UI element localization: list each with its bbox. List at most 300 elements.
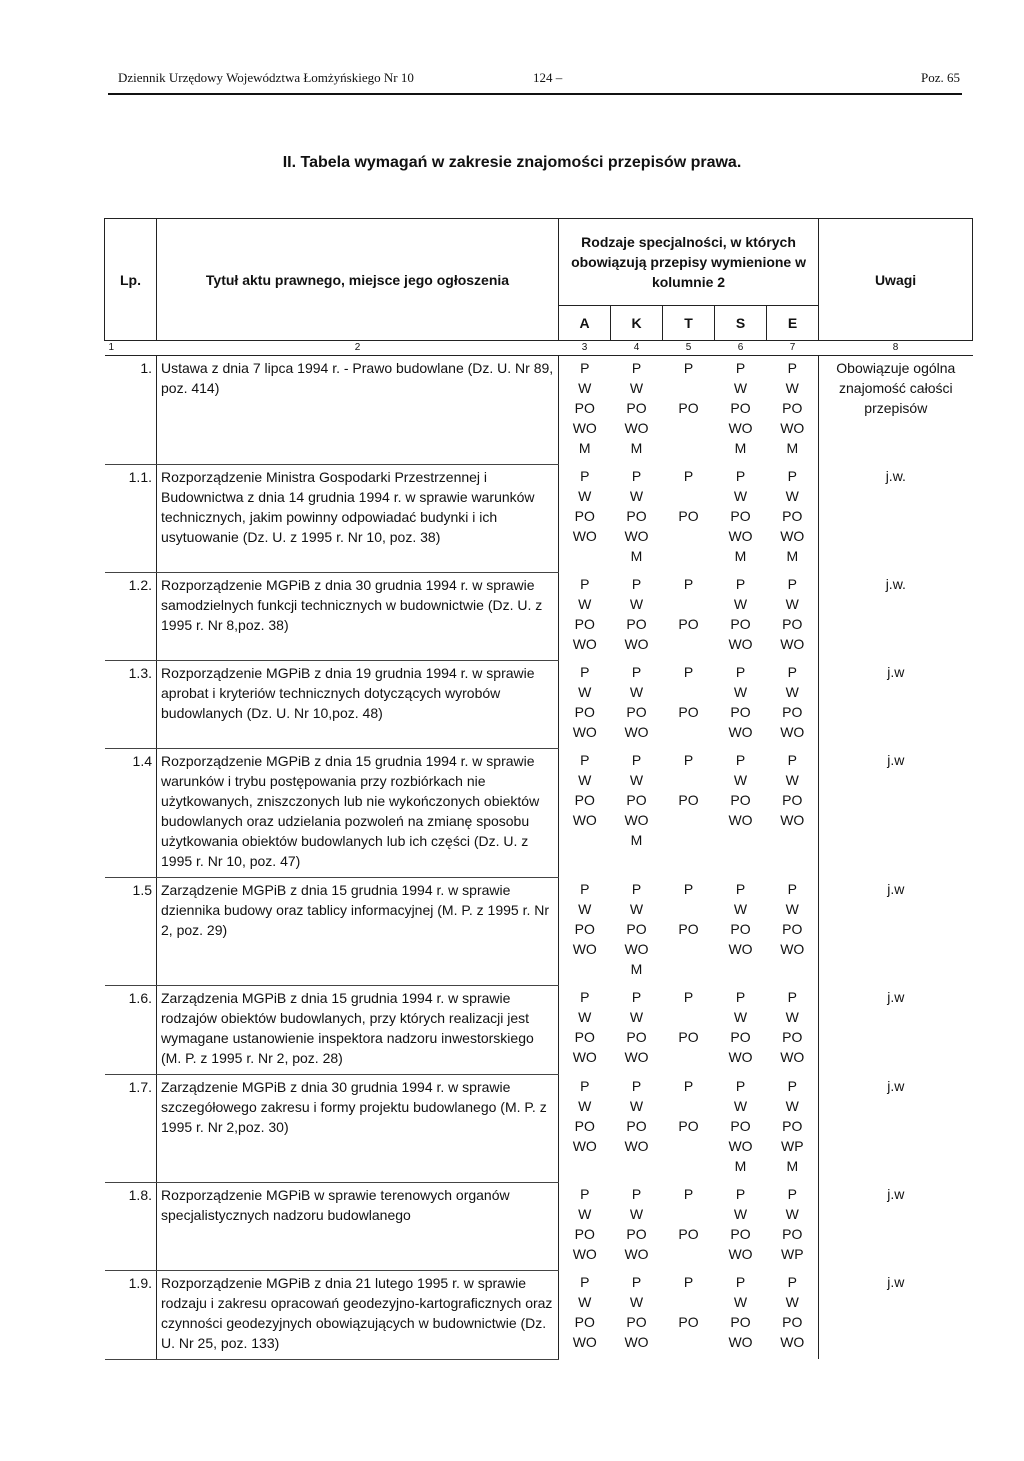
code-mark: PO — [782, 704, 803, 720]
code-mark: WO — [572, 812, 597, 828]
header-title: Tytuł aktu prawnego, miejsce jego ogłoszenia — [157, 219, 559, 341]
code-mark: PO — [678, 1314, 699, 1330]
specialty-codes — [767, 877, 819, 985]
code-mark: W — [629, 901, 644, 917]
specialty-codes — [663, 985, 715, 1074]
code-mark — [667, 810, 711, 830]
code-mark: WO — [572, 1138, 597, 1154]
code-mark: WO — [780, 1049, 805, 1065]
code-mark — [667, 546, 711, 566]
code-mark: P — [735, 468, 746, 484]
specialty-codes — [767, 572, 819, 660]
code-mark: M — [734, 548, 747, 564]
code-mark: PO — [574, 1029, 595, 1045]
specialty-codes — [767, 1270, 819, 1359]
code-mark: W — [578, 1206, 592, 1222]
code-mark: WO — [624, 1246, 649, 1262]
code-mark: PO — [730, 400, 751, 416]
specialty-codes — [663, 660, 715, 748]
code-mark: P — [631, 468, 642, 484]
code-mark — [667, 1156, 711, 1176]
specialty-codes — [767, 356, 819, 465]
code-mark: P — [683, 468, 694, 484]
code-mark: PO — [626, 921, 647, 937]
code-mark: P — [683, 360, 694, 376]
code-mark: WO — [780, 420, 805, 436]
code-mark: PO — [626, 704, 647, 720]
code-mark: PO — [730, 921, 751, 937]
code-mark: P — [631, 1274, 642, 1290]
specialty-codes — [559, 356, 611, 465]
code-mark: M — [734, 440, 747, 456]
code-mark: PO — [626, 1314, 647, 1330]
row-title: Zarządzenia MGPiB z dnia 15 grudnia 1994 r. w sprawie rodzajów obiektów budowlanych, przy których realizacji jest wymagane ustanowienie inspektora nadzoru inwestorskiego (M. P. z 1995 r. Nr 2, poz. 28) — [157, 985, 559, 1074]
code-mark: P — [735, 576, 746, 592]
code-mark: W — [578, 1009, 592, 1025]
code-mark — [667, 526, 711, 546]
specialty-codes — [559, 1074, 611, 1182]
code-mark: PO — [782, 508, 803, 524]
code-mark: WO — [572, 1049, 597, 1065]
code-mark: P — [787, 989, 797, 1005]
code-mark: P — [580, 989, 590, 1005]
code-mark: W — [785, 772, 799, 788]
code-mark: PO — [574, 1314, 595, 1330]
code-mark: P — [683, 1186, 694, 1202]
specialty-codes — [559, 1270, 611, 1359]
code-mark: PO — [782, 1118, 803, 1134]
row-lp: 1.5 — [105, 877, 157, 985]
row-lp: 1.1. — [105, 464, 157, 572]
code-mark: PO — [782, 792, 803, 808]
specialty-codes — [611, 572, 663, 660]
code-mark: WO — [728, 420, 753, 436]
code-mark — [667, 418, 711, 438]
code-mark: WO — [728, 941, 753, 957]
code-mark: P — [683, 989, 694, 1005]
code-mark: W — [629, 596, 644, 612]
code-mark: W — [785, 1294, 799, 1310]
code-mark: P — [580, 1186, 590, 1202]
code-mark: P — [683, 1274, 694, 1290]
code-mark: W — [629, 772, 644, 788]
code-mark: P — [631, 989, 642, 1005]
specialty-codes — [715, 985, 767, 1074]
code-mark — [615, 1156, 659, 1176]
specialty-codes — [663, 1074, 715, 1182]
code-mark — [667, 1007, 711, 1027]
code-mark: P — [787, 881, 797, 897]
code-mark: P — [683, 752, 694, 768]
code-mark: P — [787, 468, 797, 484]
specialty-codes — [767, 464, 819, 572]
code-mark: PO — [678, 616, 699, 632]
code-mark: P — [787, 1186, 797, 1202]
code-mark — [667, 830, 711, 850]
code-mark: WO — [572, 724, 597, 740]
row-title: Rozporządzenie MGPiB z dnia 15 grudnia 1994 r. w sprawie warunków i trybu postępowania przy rozbiórkach nie użytkowanych, zniszczonych lub nie wykończonych obiektów budowlanych oraz udzielania pozwoleń na zmianę sposobu użytkowania obiektów budowlanych lub ich części (Dz. U. z 1995 r. Nr 10, poz. 47) — [157, 748, 559, 877]
specialty-codes — [663, 572, 715, 660]
code-mark — [667, 899, 711, 919]
specialty-codes — [715, 572, 767, 660]
code-mark: PO — [678, 1118, 699, 1134]
code-mark: P — [735, 989, 746, 1005]
code-mark: P — [631, 1186, 642, 1202]
specialty-codes — [559, 748, 611, 877]
specialty-codes — [663, 748, 715, 877]
code-mark: WO — [624, 420, 649, 436]
code-mark — [771, 830, 815, 850]
header-col-a: A — [559, 306, 611, 341]
table-row — [105, 985, 973, 1074]
code-mark — [667, 1096, 711, 1116]
code-mark: W — [578, 380, 592, 396]
code-mark — [667, 1292, 711, 1312]
code-mark — [667, 438, 711, 458]
code-mark: P — [580, 1274, 590, 1290]
row-title: Zarządzenie MGPiB z dnia 15 grudnia 1994 r. w sprawie dziennika budowy oraz tablicy informacyjnej (M. P. z 1995 r. Nr 2, poz. 29) — [157, 877, 559, 985]
code-mark: PO — [730, 1314, 751, 1330]
code-mark: WO — [728, 1138, 753, 1154]
code-mark — [667, 1332, 711, 1352]
code-mark: P — [580, 576, 590, 592]
specialty-codes — [559, 572, 611, 660]
row-title: Rozporządzenie Ministra Gospodarki Przestrzennej i Budownictwa z dnia 14 grudnia 1994 r. w sprawie warunków technicznych, jakim powinny odpowiadać budynki i ich usytuowanie (Dz. U. z 1995 r. Nr 10, poz. 38) — [157, 464, 559, 572]
code-mark: W — [785, 1098, 799, 1114]
specialty-codes — [611, 464, 663, 572]
code-mark: W — [733, 772, 748, 788]
code-mark: W — [733, 1206, 748, 1222]
code-mark: P — [580, 360, 590, 376]
code-mark: W — [629, 1009, 644, 1025]
row-lp: 1. — [105, 356, 157, 465]
code-mark: PO — [574, 1226, 595, 1242]
code-mark — [667, 959, 711, 979]
code-mark — [771, 959, 815, 979]
row-remarks: j.w — [819, 660, 973, 748]
column-numbers-row — [105, 341, 973, 356]
requirements-table — [104, 218, 973, 1360]
code-mark: PO — [678, 704, 699, 720]
code-mark: W — [785, 596, 799, 612]
code-mark: W — [629, 380, 644, 396]
code-mark: PO — [678, 400, 699, 416]
code-mark: PO — [782, 400, 803, 416]
specialty-codes — [611, 748, 663, 877]
code-mark: PO — [574, 704, 595, 720]
page-title: II. Tabela wymagań w zakresie znajomości przepisów prawa. — [282, 154, 742, 171]
row-lp: 1.2. — [105, 572, 157, 660]
code-mark: PO — [626, 1118, 647, 1134]
header-col-s: S — [715, 306, 767, 341]
table-row — [105, 464, 973, 572]
row-title: Rozporządzenie MGPiB w sprawie terenowych organów specjalistycznych nadzoru budowlanego — [157, 1182, 559, 1270]
code-mark: W — [733, 380, 748, 396]
code-mark: WO — [624, 636, 649, 652]
code-mark: P — [631, 881, 642, 897]
code-mark: WO — [572, 420, 597, 436]
code-mark: WO — [624, 1334, 649, 1350]
specialty-codes — [715, 660, 767, 748]
specialty-codes — [715, 1270, 767, 1359]
row-lp: 1.7. — [105, 1074, 157, 1182]
code-mark: P — [580, 468, 590, 484]
specialty-codes — [611, 1074, 663, 1182]
code-mark: P — [787, 1078, 797, 1094]
specialty-codes — [767, 660, 819, 748]
row-remarks: Obowiązuje ogólna znajomość całości przepisów — [819, 356, 973, 465]
code-mark — [667, 682, 711, 702]
code-mark: W — [785, 901, 799, 917]
code-mark: PO — [678, 1226, 699, 1242]
code-mark: W — [629, 684, 644, 700]
specialty-codes — [715, 1074, 767, 1182]
row-lp: 1.3. — [105, 660, 157, 748]
code-mark: WO — [780, 941, 805, 957]
code-mark: WO — [728, 724, 753, 740]
specialty-codes — [715, 748, 767, 877]
row-title: Rozporządzenie MGPiB z dnia 19 grudnia 1994 r. w sprawie aprobat i kryteriów technicznych dotyczących wyrobów budowlanych (Dz. U. Nr 10,poz. 48) — [157, 660, 559, 748]
header-col-t: T — [663, 306, 715, 341]
code-mark: P — [631, 664, 642, 680]
code-mark: W — [578, 1098, 592, 1114]
col-number: 7 — [767, 341, 819, 356]
code-mark: P — [631, 360, 642, 376]
code-mark: WO — [624, 812, 649, 828]
code-mark — [667, 1047, 711, 1067]
code-mark: PO — [730, 1226, 751, 1242]
code-mark: PO — [574, 400, 595, 416]
code-mark: W — [629, 1098, 644, 1114]
code-mark: M — [630, 832, 643, 848]
code-mark: WO — [780, 812, 805, 828]
code-mark — [667, 594, 711, 614]
specialty-codes — [559, 464, 611, 572]
code-mark — [563, 1156, 607, 1176]
code-mark — [667, 770, 711, 790]
code-mark: WO — [780, 724, 805, 740]
row-lp: 1.4 — [105, 748, 157, 877]
table-row — [105, 572, 973, 660]
code-mark: M — [734, 1158, 747, 1174]
col-number: 1 — [105, 341, 157, 356]
code-mark: W — [733, 901, 748, 917]
row-title: Rozporządzenie MGPiB z dnia 30 grudnia 1994 r. w sprawie samodzielnych funkcji technicznych w budownictwie (Dz. U. z 1995 r. Nr 8,poz. 38) — [157, 572, 559, 660]
code-mark: PO — [782, 1314, 803, 1330]
specialty-codes — [559, 1182, 611, 1270]
code-mark: PO — [730, 508, 751, 524]
specialty-codes — [611, 1270, 663, 1359]
code-mark: PO — [574, 616, 595, 632]
col-number: 4 — [611, 341, 663, 356]
code-mark: WO — [624, 528, 649, 544]
code-mark: W — [733, 488, 748, 504]
code-mark: WO — [624, 1049, 649, 1065]
specialty-codes — [611, 660, 663, 748]
row-title: Ustawa z dnia 7 lipca 1994 r. - Prawo budowlane (Dz. U. Nr 89, poz. 414) — [157, 356, 559, 465]
code-mark: P — [683, 576, 694, 592]
code-mark: P — [735, 881, 746, 897]
header-uwagi: Uwagi — [819, 219, 973, 341]
row-lp: 1.9. — [105, 1270, 157, 1359]
code-mark: W — [578, 772, 592, 788]
specialty-codes — [559, 660, 611, 748]
code-mark: WO — [728, 1049, 753, 1065]
code-mark: P — [631, 752, 642, 768]
table-row — [105, 748, 973, 877]
code-mark: M — [630, 440, 643, 456]
code-mark: W — [629, 1294, 644, 1310]
code-mark: PO — [782, 921, 803, 937]
row-remarks: j.w. — [819, 464, 973, 572]
code-mark — [667, 634, 711, 654]
code-mark: P — [787, 752, 797, 768]
code-mark — [667, 1204, 711, 1224]
col-number: 5 — [663, 341, 715, 356]
specialty-codes — [767, 1074, 819, 1182]
code-mark: P — [631, 1078, 642, 1094]
table-row — [105, 1270, 973, 1359]
code-mark: W — [629, 1206, 644, 1222]
table-row — [105, 660, 973, 748]
code-mark: PO — [626, 616, 647, 632]
code-mark: P — [683, 664, 694, 680]
code-mark: W — [733, 1294, 748, 1310]
code-mark: WO — [728, 528, 753, 544]
code-mark: W — [785, 1206, 799, 1222]
code-mark: WO — [780, 1334, 805, 1350]
code-mark: PO — [574, 508, 595, 524]
table-row — [105, 877, 973, 985]
code-mark: PO — [782, 1226, 803, 1242]
specialty-codes — [767, 985, 819, 1074]
code-mark: W — [578, 901, 592, 917]
row-remarks: j.w — [819, 748, 973, 877]
code-mark: PO — [626, 1226, 647, 1242]
code-mark: P — [787, 1274, 797, 1290]
code-mark: P — [735, 360, 746, 376]
code-mark: PO — [574, 921, 595, 937]
page-header — [118, 70, 960, 92]
code-mark: W — [733, 1098, 748, 1114]
code-mark: W — [785, 684, 799, 700]
code-mark — [667, 486, 711, 506]
code-mark: P — [580, 1078, 590, 1094]
code-mark: WO — [624, 724, 649, 740]
code-mark: W — [578, 684, 592, 700]
code-mark: M — [786, 1158, 799, 1174]
specialty-codes — [559, 985, 611, 1074]
code-mark: W — [785, 380, 799, 396]
code-mark: P — [580, 881, 590, 897]
row-lp: 1.6. — [105, 985, 157, 1074]
code-mark: PO — [730, 792, 751, 808]
code-mark — [667, 1244, 711, 1264]
code-mark: W — [578, 596, 592, 612]
specialty-codes — [611, 356, 663, 465]
position-number: Poz. 65 — [921, 70, 960, 85]
specialty-codes — [559, 877, 611, 985]
header-col-k: K — [611, 306, 663, 341]
table-row — [105, 356, 973, 465]
code-mark: PO — [678, 1029, 699, 1045]
code-mark: W — [785, 488, 799, 504]
code-mark: WO — [780, 528, 805, 544]
specialty-codes — [611, 1182, 663, 1270]
code-mark: PO — [626, 508, 647, 524]
col-number: 6 — [715, 341, 767, 356]
specialty-codes — [611, 985, 663, 1074]
code-mark: P — [787, 576, 797, 592]
code-mark: PO — [730, 1029, 751, 1045]
code-mark: W — [733, 1009, 748, 1025]
col-number: 2 — [157, 341, 559, 356]
code-mark: M — [630, 961, 643, 977]
code-mark: M — [786, 440, 799, 456]
code-mark: W — [578, 1294, 592, 1310]
code-mark: P — [787, 664, 797, 680]
code-mark: M — [786, 548, 799, 564]
specialty-codes — [715, 1182, 767, 1270]
code-mark — [667, 378, 711, 398]
specialty-codes — [663, 877, 715, 985]
row-remarks: j.w — [819, 1182, 973, 1270]
row-remarks: j.w — [819, 1270, 973, 1359]
code-mark: WO — [624, 1138, 649, 1154]
code-mark: P — [683, 1078, 694, 1094]
row-remarks: j.w — [819, 877, 973, 985]
code-mark: P — [735, 1078, 746, 1094]
header-col-e: E — [767, 306, 819, 341]
code-mark: P — [735, 1274, 746, 1290]
specialty-codes — [715, 356, 767, 465]
specialty-codes — [715, 877, 767, 985]
header-rule — [108, 93, 962, 95]
row-lp: 1.8. — [105, 1182, 157, 1270]
specialty-codes — [663, 1182, 715, 1270]
specialty-codes — [663, 356, 715, 465]
row-remarks: j.w — [819, 1074, 973, 1182]
code-mark: PO — [782, 616, 803, 632]
code-mark: PO — [626, 792, 647, 808]
code-mark: WO — [728, 812, 753, 828]
header-lp: Lp. — [105, 219, 157, 341]
code-mark: PO — [730, 1118, 751, 1134]
code-mark: P — [735, 664, 746, 680]
specialty-codes — [767, 1182, 819, 1270]
code-mark: PO — [782, 1029, 803, 1045]
code-mark: WO — [780, 636, 805, 652]
specialty-codes — [611, 877, 663, 985]
col-number: 8 — [819, 341, 973, 356]
code-mark: P — [735, 1186, 746, 1202]
code-mark: W — [578, 488, 592, 504]
code-mark: PO — [678, 508, 699, 524]
code-mark: PO — [730, 616, 751, 632]
code-mark — [563, 959, 607, 979]
code-mark — [563, 830, 607, 850]
code-mark: WO — [572, 528, 597, 544]
code-mark — [667, 1136, 711, 1156]
code-mark: M — [630, 548, 643, 564]
code-mark: PO — [574, 792, 595, 808]
code-mark: PO — [626, 400, 647, 416]
table-row — [105, 1074, 973, 1182]
specialty-codes — [663, 464, 715, 572]
code-mark: WP — [781, 1246, 804, 1262]
code-mark: W — [629, 488, 644, 504]
row-remarks: j.w — [819, 985, 973, 1074]
